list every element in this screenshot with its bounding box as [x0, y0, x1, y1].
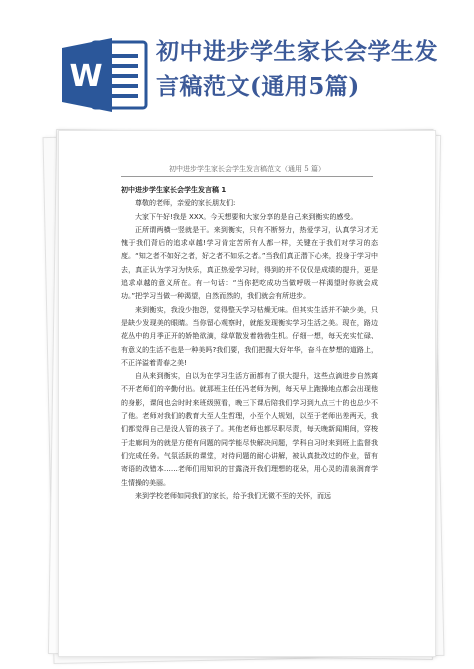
- banner: [0, 0, 474, 125]
- paragraph: 正所谓两横一竖就是干。来到衡实，只有不断努力，热爱学习，认真学习才无愧于我们背后的追求卓越!学习肯定苦所有人都一样，关键在于我们对学习的态度。“知之者不如好之者，好之者不如乐之者。”当我们真正潜下心来，投身于学习中去，真正认为学习为快乐，真正热爱学习时，得到的并不仅仅是成绩的提升，更是追求卓越的意义所在。有一句话：“当你把吃成功当做呼吸一样渴望时你就会成功。”把学习当做一种渴望，自然而然的，我们就会有所进步。: [121, 225, 378, 301]
- header-divider: [121, 176, 373, 177]
- document-heading: 初中进步学生家长会学生发言稿 1: [121, 186, 227, 194]
- running-header: 初中进步学生家长会学生发言稿范文（通用 5 篇）: [169, 165, 325, 173]
- word-document-icon: [62, 36, 150, 114]
- word-logo-letter: W: [69, 59, 103, 94]
- paragraph: 来到衡实，我没少抱怨，觉得整天学习枯燥无味。但其实生活并不缺少美，只是缺少发现美的眼睛。当你留心观察时，就能发现衡实学习生活之美。现在，路边花丛中的月季正开的娇艳欲滴，绿草散发着勃勃生机。仔细一想，每天充实忙碌、有意义的生活不也是一种美吗?我们要，我们把握大好年华，奋斗在梦想的道路上，不正洋溢着青春之美!: [121, 305, 378, 367]
- document-body: [121, 184, 378, 503]
- paragraph: 来到学校老师如同我们的家长，给予我们无微不至的关怀，而远: [135, 491, 331, 500]
- paragraph: 大家下午好!我是 XXX。今天想要和大家分享的是自己来到衡实的感受。: [135, 212, 358, 221]
- paragraph: 自从来到衡实，自以为在学习生活方面都有了很大提升，这些点滴进步自然离不开老师们的辛勤付出。就那班主任任冯老师为例，每天早上跑操地点都会出现他的身影，课间也会时时来班级照看，晚三下课后陪我们学习到九点三十的也总少不了他。老师对我们的教育大至人生哲理，小至个人规划，以至于老师出差两天，我们都觉得自己是没人管的孩子了。其他老师也都尽职尽责，每天晚新闻期间，穿梭于走廊间为的就是方便有问题的同学能尽快解决问题，学科自习时来到班上监督我们完成任务。气氛活跃的课堂，对待问题的耐心讲解，被认真批改过的作业，留有寄语的改错本……老师们用知识的甘露浇开我们理想的花朵，用心灵的清泉润育学生情操的美丽。: [121, 372, 378, 487]
- page-title: 初中进步学生家长会学生发言稿范文(通用5篇): [156, 38, 438, 100]
- paragraph: 尊敬的老师，亲爱的家长朋友们:: [135, 199, 236, 208]
- document-page: [58, 130, 436, 657]
